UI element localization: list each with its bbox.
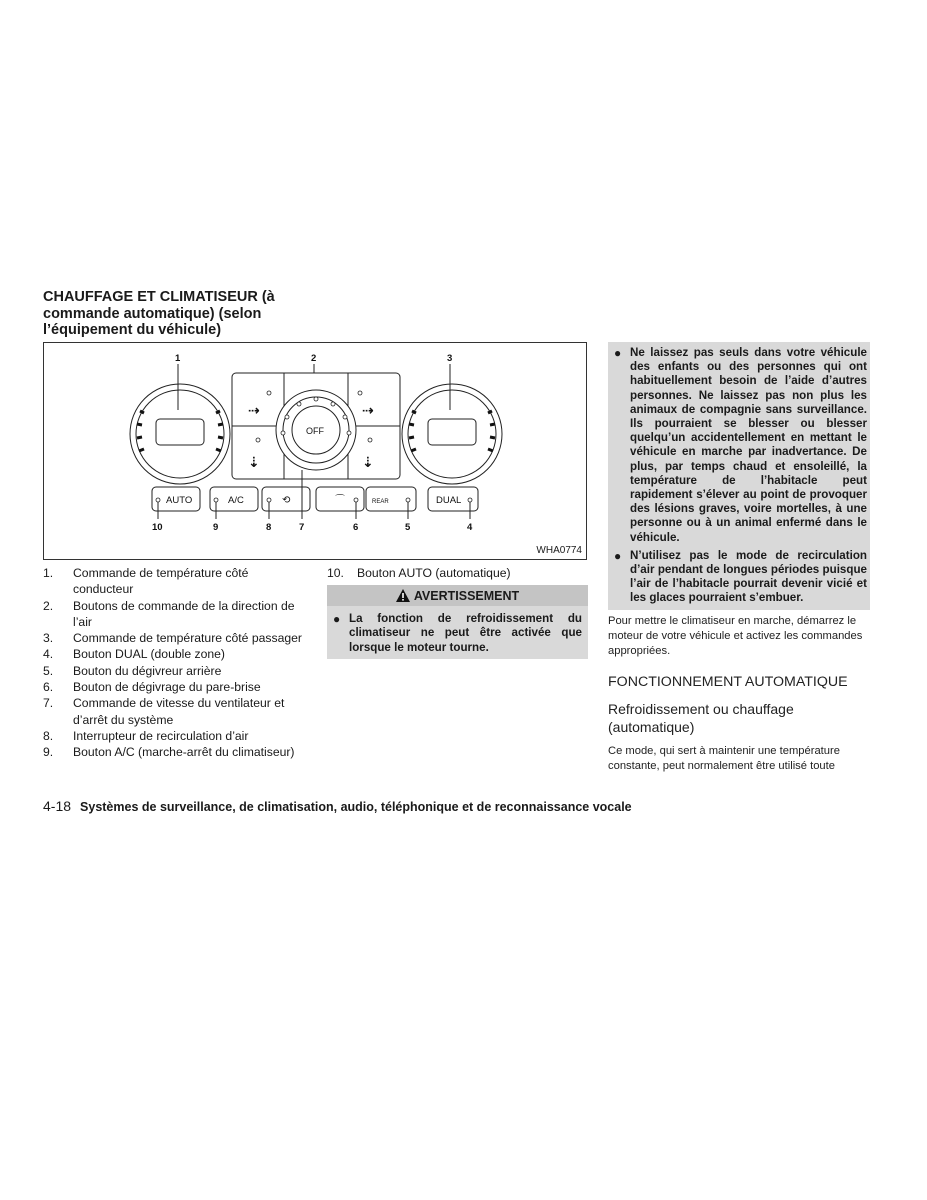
heading-automatic-operation: FONCTIONNEMENT AUTOMATIQUE [608, 674, 848, 690]
off-button-label: OFF [306, 426, 324, 436]
climate-control-figure [43, 342, 587, 560]
callout-1: 1 [175, 353, 181, 364]
auto-button-label: AUTO [166, 495, 193, 506]
rear-defrost-label: REAR [372, 499, 389, 505]
recirculation-icon: ⟲ [282, 495, 291, 506]
bilevel-mode-icon: ⇢ [362, 403, 374, 419]
callout-2: 2 [311, 353, 317, 364]
warning-title: AVERTISSEMENT [413, 588, 520, 603]
legend-item: 10. Bouton AUTO (automatique) [327, 566, 511, 580]
foot-defrost-mode-icon: ⇣ [362, 455, 374, 471]
legend-item: 4. Bouton DUAL (double zone) [43, 647, 225, 662]
warning-bullet: ● Ne laissez pas seuls dans votre véhicule des enfants ou des personnes qui ont habituellement besoin de l’aide d’autres personnes. Ne laissez pas non plus les animaux de compagnie sans surveillance. Ils pourraient se blesser ou blesser quelqu’un accidentellement en mettant le véhicule en marche par inadvertance. De plus, par temps chaud et ensoleillé, la température de l’habitacle peut rapidement s’élever au point de provoquer des lésions graves, voire mortelles, à une personne ou à un animal enfermé dans le véhicule. [614, 346, 867, 544]
driver-temp-dial [130, 384, 230, 484]
callout-5: 5 [405, 522, 411, 533]
climate-panel-illustration [44, 343, 588, 561]
warning-icon [396, 589, 410, 602]
foot-mode-icon: ⇣ [248, 455, 260, 471]
legend-item: 5. Bouton du dégivreur arrière [43, 663, 222, 678]
figure-legend [43, 565, 308, 761]
ac-button-label: A/C [228, 495, 244, 506]
warning-bullet: ● La fonction de refroidissement du climatiseur ne peut être activée que lorsque le moteur tourne. [333, 612, 582, 654]
legend-item: 2. Boutons de commande de la direction de l’air [43, 598, 295, 629]
legend-item: 1. Commande de température côté conducteur [43, 566, 249, 597]
driver-temp-display [156, 419, 204, 445]
callout-3: 3 [447, 353, 453, 364]
callout-4: 4 [467, 522, 473, 533]
page-footer [43, 798, 632, 814]
passenger-temp-display [428, 419, 476, 445]
legend-item: 3. Commande de température côté passager [43, 631, 302, 646]
callout-7: 7 [299, 522, 305, 533]
dual-button-label: DUAL [436, 495, 462, 506]
intro-paragraph: Pour mettre le climatiseur en marche, démarrez le moteur de votre véhicule et activez les commandes appropriées. [608, 615, 863, 657]
vent-mode-icon: ⇢ [248, 403, 260, 419]
page-number: 4-18 [43, 798, 72, 814]
warning-header [327, 585, 588, 606]
chapter-title: Systèmes de surveillance, de climatisation, audio, téléphonique et de reconnaissance vocale [80, 800, 632, 814]
legend-item: 9. Bouton A/C (marche-arrêt du climatiseur) [43, 745, 295, 760]
legend-item: 8. Interrupteur de recirculation d’air [43, 728, 249, 743]
legend-continued [327, 565, 588, 581]
callout-9: 9 [213, 522, 219, 533]
front-defrost-icon: ⌒ [335, 495, 345, 506]
legend-item: 7. Commande de vitesse du ventilateur et d’arrêt du système [43, 696, 285, 727]
warning-bullet: ● N’utilisez pas le mode de recirculation d’air pendant de longues périodes puisque l’air de l’habitacle pourrait devenir vicié et les glaces pourraient s’embuer. [614, 548, 867, 605]
body-paragraph: Ce mode, qui sert à maintenir une température constante, peut normalement être utilisé toute [608, 745, 840, 772]
passenger-temp-dial [402, 384, 502, 484]
safety-warning-box [608, 342, 870, 610]
callout-8: 8 [266, 522, 272, 533]
heading-cooling-heating: Refroidissement ou chauffage (automatique) [608, 701, 794, 735]
section-title: CHAUFFAGE ET CLIMATISEUR (à commande automatique) (selon l’équipement du véhicule) [43, 289, 275, 338]
warning-box [327, 585, 588, 659]
legend-item: 6. Bouton de dégivrage du pare-brise [43, 680, 261, 695]
callout-10: 10 [152, 522, 163, 533]
figure-code: WHA0774 [536, 545, 582, 556]
callout-6: 6 [353, 522, 359, 533]
